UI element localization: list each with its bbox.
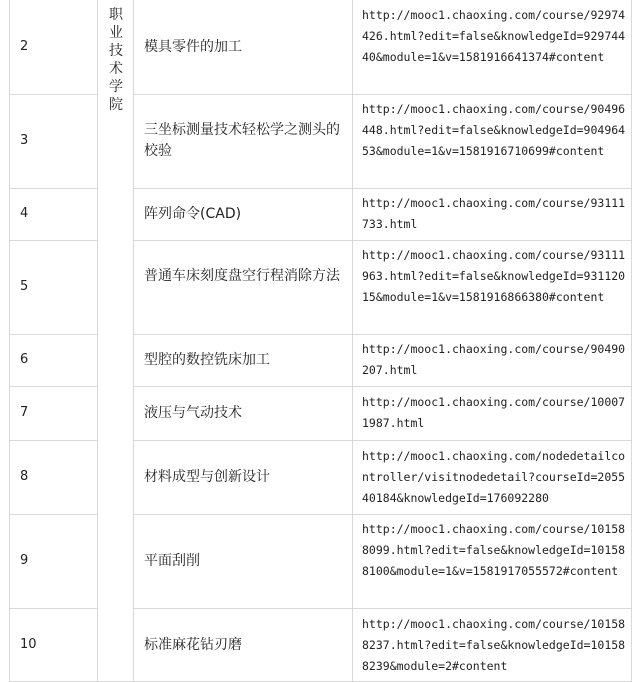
- row-number: 2: [20, 39, 29, 54]
- row-number: 3: [20, 133, 29, 148]
- row-divider: [133, 334, 631, 335]
- department-char: 院: [109, 97, 123, 113]
- course-name: 液压与气动技术: [144, 404, 242, 421]
- column-divider: [352, 0, 353, 682]
- row-divider: [133, 240, 631, 241]
- row-number: 9: [20, 553, 29, 568]
- course-url-link[interactable]: http://mooc1.chaoxing.com/course/90490207.html: [362, 342, 626, 377]
- course-url-link[interactable]: http://mooc1.chaoxing.com/course/90496448.html?edit=false&knowledgeId=90496453&module=1&v=1581916710699#content: [362, 102, 626, 158]
- row-divider: [133, 386, 631, 387]
- department-char: 职: [109, 7, 123, 23]
- row-divider: [133, 514, 631, 515]
- row-number: 6: [20, 352, 29, 367]
- row-number: 7: [20, 405, 29, 420]
- course-url-link[interactable]: http://mooc1.chaoxing.com/course/100071987.html: [362, 395, 626, 430]
- course-name: 材料成型与创新设计: [144, 468, 270, 485]
- row-divider: [9, 240, 97, 241]
- row-number: 8: [20, 469, 29, 484]
- course-name: 普通车床刻度盘空行程消除方法: [144, 268, 340, 284]
- row-divider: [9, 440, 97, 441]
- course-url-link[interactable]: http://mooc1.chaoxing.com/course/92974426.html?edit=false&knowledgeId=92974440&module=1&v=1581916641374#content: [362, 8, 626, 64]
- column-divider: [9, 0, 10, 682]
- column-divider: [631, 0, 632, 682]
- department-char: 业: [109, 25, 123, 41]
- row-divider: [9, 514, 97, 515]
- course-name: 三坐标测量技术轻松学之测头的校验: [144, 122, 340, 159]
- row-divider: [9, 94, 97, 95]
- row-number: 5: [20, 279, 29, 294]
- row-divider: [133, 608, 631, 609]
- department-char: 技: [109, 43, 123, 59]
- row-divider: [9, 386, 97, 387]
- course-name: 型腔的数控铣床加工: [144, 351, 270, 368]
- row-divider: [9, 188, 97, 189]
- row-divider: [9, 334, 97, 335]
- row-divider: [133, 440, 631, 441]
- course-url-link[interactable]: http://mooc1.chaoxing.com/course/93111733.html: [362, 196, 626, 231]
- row-divider: [9, 608, 97, 609]
- course-url-link[interactable]: http://mooc1.chaoxing.com/course/93111963.html?edit=false&knowledgeId=93112015&module=1&v=1581916866380#content: [362, 248, 626, 304]
- course-name: 阵列命令(CAD): [144, 205, 242, 222]
- column-divider: [133, 0, 134, 682]
- course-name: 标准麻花钻刃磨: [144, 636, 242, 653]
- department-char: 学: [109, 79, 123, 95]
- column-divider: [97, 0, 98, 682]
- row-divider: [133, 188, 631, 189]
- row-divider: [133, 94, 631, 95]
- department-char: 术: [109, 61, 123, 77]
- course-name: 平面刮削: [144, 552, 200, 569]
- row-number: 10: [20, 637, 37, 652]
- department-label: [106, 6, 126, 114]
- row-number: 4: [20, 206, 29, 221]
- course-url-link[interactable]: http://mooc1.chaoxing.com/course/101588237.html?edit=false&knowledgeId=101588239&module=2#content: [362, 616, 626, 673]
- course-url-link[interactable]: http://mooc1.chaoxing.com/course/101588099.html?edit=false&knowledgeId=101588100&module=1&v=1581917055572#content: [362, 522, 626, 578]
- course-url-link[interactable]: http://mooc1.chaoxing.com/nodedetailcontroller/visitnodedetail?courseId=205540184&knowledgeId=176092280: [362, 448, 626, 505]
- course-name: 模具零件的加工: [144, 38, 242, 55]
